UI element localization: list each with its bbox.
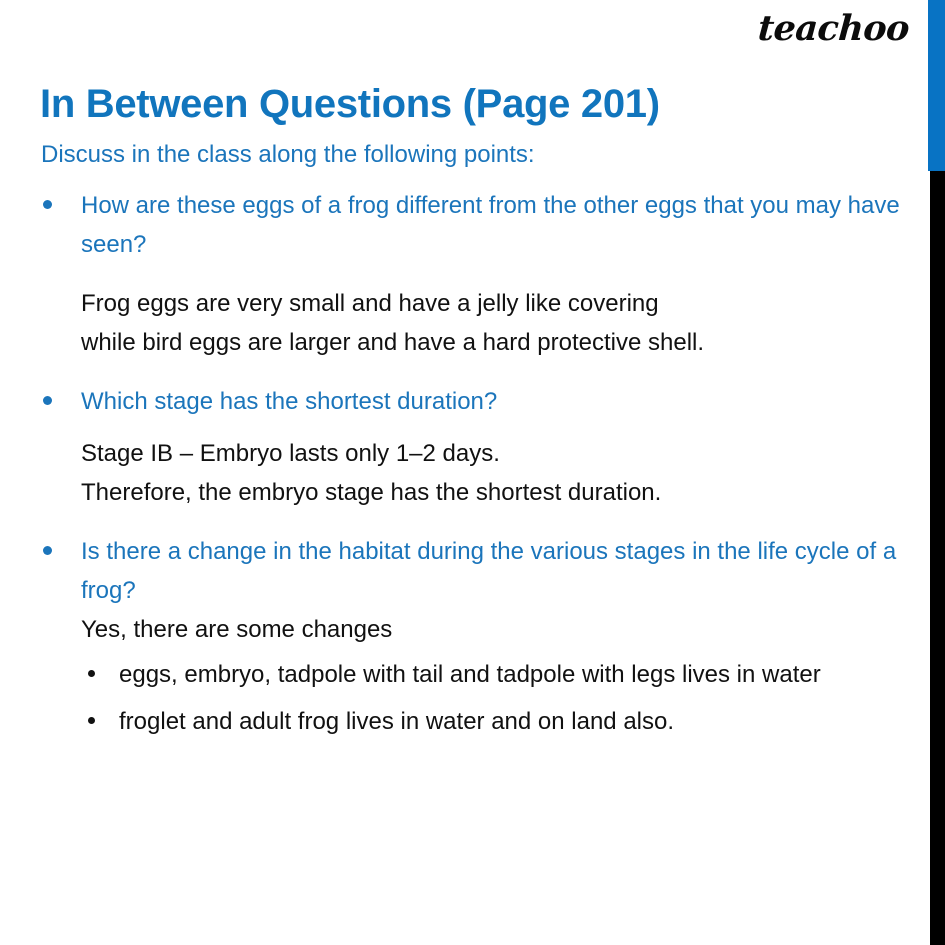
question-text: Which stage has the shortest duration?: [81, 387, 498, 415]
sub-bullet-dot-icon: [88, 717, 95, 724]
teachoo-logo: teachoo: [756, 8, 911, 49]
spacer: [0, 421, 925, 435]
bullet-dot-icon: [43, 396, 52, 405]
question-text: How are these eggs of a frog different from the other eggs that you may have seen?: [81, 192, 900, 258]
question-bullet: [41, 383, 911, 422]
slide-body: [0, 137, 925, 742]
sub-bullet-dot-icon: [88, 670, 95, 677]
right-edge-black-bar: [930, 171, 945, 945]
question-bullet: [41, 187, 911, 265]
sub-bullet-text: eggs, embryo, tadpole with tail and tadpole with legs lives in water: [119, 661, 821, 689]
answer-text: Yes, there are some changes: [81, 615, 393, 643]
spacer: [0, 648, 925, 656]
spacer: [0, 265, 925, 285]
qa-block: [0, 187, 925, 363]
qa-block: [0, 533, 925, 742]
lead-in-text: Discuss in the class along the following points:: [41, 141, 535, 168]
page-title: In Between Questions (Page 201): [40, 81, 660, 126]
answer-text: Frog eggs are very small and have a jelly like covering: [81, 289, 659, 317]
question-text: Is there a change in the habitat during the various stages in the life cycle of a frog?: [81, 538, 897, 604]
answer-text: Stage IB – Embryo lasts only 1–2 days.: [81, 440, 500, 468]
sub-bullet-text: froglet and adult frog lives in water and on land also.: [119, 707, 675, 735]
bullet-dot-icon: [43, 546, 52, 555]
sub-bullet: [86, 656, 919, 695]
sub-bullet: [86, 703, 919, 742]
question-bullet: [41, 533, 911, 611]
answer-text: Therefore, the embryo stage has the shortest duration.: [81, 479, 662, 507]
qa-block: [0, 383, 925, 514]
spacer: [0, 695, 925, 703]
bullet-dot-icon: [43, 200, 52, 209]
answer-text: while bird eggs are larger and have a hard protective shell.: [81, 328, 705, 356]
right-edge-blue-bar: [928, 0, 945, 171]
